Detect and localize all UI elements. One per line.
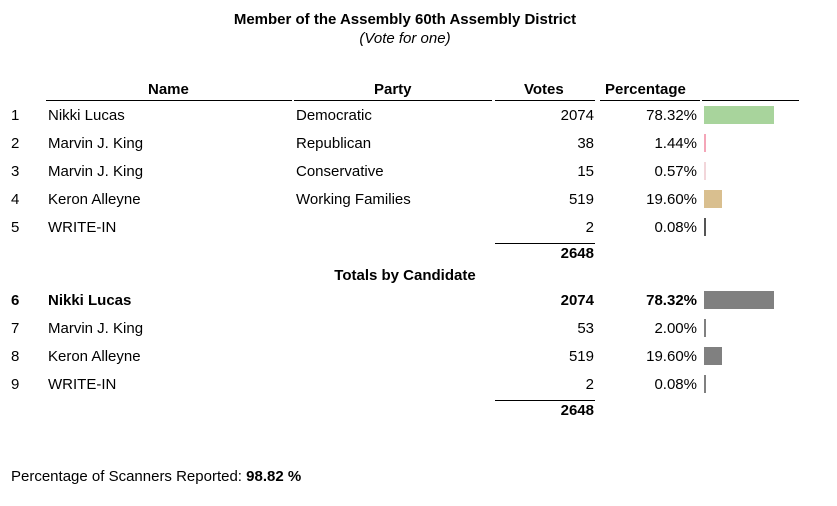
percentage-bar (704, 162, 706, 180)
section-title: Totals by Candidate (334, 267, 476, 284)
party-total-rule (495, 243, 595, 244)
table-row (0, 376, 837, 398)
vote-percentage: 1.44% (654, 135, 697, 152)
row-number: 9 (11, 376, 20, 393)
candidate-name: Marvin J. King (48, 163, 144, 180)
vote-percentage: 0.08% (654, 219, 697, 236)
row-number: 4 (11, 191, 20, 208)
vote-percentage: 2.00% (654, 320, 697, 337)
candidate-name: Nikki Lucas (48, 292, 132, 309)
table-row (0, 320, 837, 342)
vote-percentage: 78.32% (646, 107, 697, 124)
row-number: 6 (11, 292, 20, 309)
scanners-reported-value: 98.82 % (246, 468, 302, 485)
row-number: 5 (11, 219, 20, 236)
header-percentage: Percentage (605, 81, 686, 98)
percentage-bar (704, 190, 722, 208)
table-row (0, 135, 837, 157)
candidate-name: Keron Alleyne (48, 191, 141, 208)
table-row (0, 191, 837, 213)
vote-percentage: 0.08% (654, 376, 697, 393)
vote-count: 53 (577, 320, 594, 337)
percentage-bar (704, 134, 706, 152)
candidate-total-rule (495, 400, 595, 401)
vote-percentage: 19.60% (646, 191, 697, 208)
party-total: 2648 (560, 245, 594, 262)
contest-subtitle: (Vote for one) (359, 30, 451, 47)
row-number: 3 (11, 163, 20, 180)
party-name: Working Families (296, 191, 411, 208)
party-name: Republican (296, 135, 372, 152)
vote-count: 2074 (560, 107, 594, 124)
candidate-name: Nikki Lucas (48, 107, 125, 124)
row-number: 1 (11, 107, 20, 124)
header-name: Name (148, 81, 189, 98)
vote-percentage: 0.57% (654, 163, 697, 180)
row-number: 7 (11, 320, 20, 337)
percentage-bar (704, 218, 706, 236)
header-underline-party (294, 100, 492, 101)
vote-count: 2 (585, 376, 594, 393)
candidate-name: Keron Alleyne (48, 348, 141, 365)
scanners-reported-label: Percentage of Scanners Reported: (11, 468, 242, 485)
table-row (0, 163, 837, 185)
scanners-reported (11, 468, 301, 485)
percentage-bar (704, 106, 774, 124)
row-number: 8 (11, 348, 20, 365)
vote-count: 519 (568, 348, 594, 365)
header-underline-bar (702, 100, 799, 101)
header-underline-name (46, 100, 292, 101)
party-name: Conservative (296, 163, 384, 180)
percentage-bar (704, 375, 706, 393)
header-party: Party (374, 81, 412, 98)
candidate-name: WRITE-IN (48, 219, 117, 236)
vote-percentage: 19.60% (646, 348, 697, 365)
header-underline-votes (495, 100, 595, 101)
table-row (0, 219, 837, 241)
percentage-bar (704, 291, 774, 309)
header-underline-percentage (600, 100, 700, 101)
table-row (0, 348, 837, 370)
vote-count: 15 (577, 163, 594, 180)
vote-percentage: 78.32% (646, 292, 697, 309)
table-row (0, 292, 837, 314)
contest-title: Member of the Assembly 60th Assembly District (233, 11, 577, 28)
vote-count: 519 (568, 191, 594, 208)
percentage-bar (704, 319, 706, 337)
vote-count: 2074 (560, 292, 594, 309)
vote-count: 2 (585, 219, 594, 236)
table-row (0, 107, 837, 129)
vote-count: 38 (577, 135, 594, 152)
header-votes: Votes (524, 81, 564, 98)
candidate-name: WRITE-IN (48, 376, 117, 393)
row-number: 2 (11, 135, 20, 152)
candidate-name: Marvin J. King (48, 135, 144, 152)
party-name: Democratic (296, 107, 372, 124)
percentage-bar (704, 347, 722, 365)
candidate-name: Marvin J. King (48, 320, 144, 337)
candidate-total: 2648 (560, 402, 594, 419)
